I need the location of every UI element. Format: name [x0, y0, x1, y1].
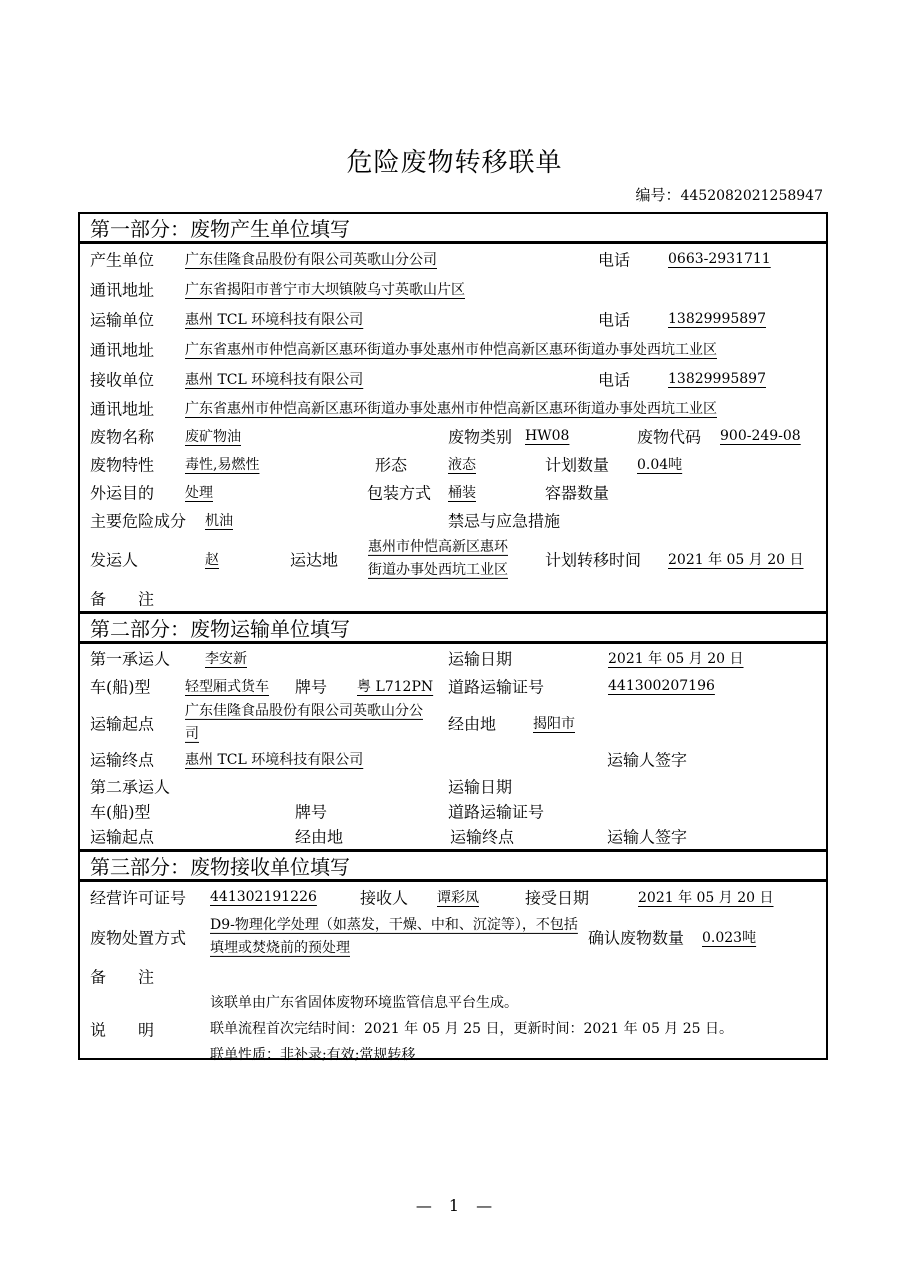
row-s3-remark — [80, 962, 826, 990]
waste-name-label: 废物名称 — [90, 427, 155, 447]
row-carrier2 — [80, 773, 826, 798]
receiver-phone-label: 电话 — [598, 370, 631, 390]
carrier1-value: 李安新 — [205, 651, 247, 667]
document-number-label: 编号： — [635, 186, 681, 204]
receiver-person-label: 接收人 — [360, 888, 409, 908]
producer-phone-label: 电话 — [598, 250, 631, 270]
document-title: 危险废物转移联单 — [346, 148, 563, 178]
row-transporter — [80, 304, 826, 334]
section2-header — [80, 611, 826, 644]
transporter-address-value: 广东省惠州市仲恺高新区惠环街道办事处惠州市仲恺高新区惠环街道办事处西坑工业区 — [185, 342, 717, 358]
note-line-2: 联单流程首次完结时间：2021 年 05 月 25 日，更新时间：2021 年 05 月 25 日。 — [210, 1021, 734, 1037]
destination-label: 运达地 — [290, 550, 339, 570]
vehicle2-label: 车(船)型 — [90, 802, 151, 821]
disposal-label: 废物处置方式 — [90, 928, 187, 948]
transport-date1-value: 2021 年 05 月 20 日 — [608, 651, 744, 667]
planned-qty-label: 计划数量 — [545, 455, 610, 475]
note-line-3: 联单性质：非补录;有效;常规转移 — [210, 1047, 416, 1063]
transfer-time-value: 2021 年 05 月 20 日 — [668, 552, 804, 568]
row-origin2 — [80, 823, 826, 849]
waste-name-value: 废矿物油 — [185, 429, 241, 445]
transporter-value: 惠州 TCL 环境科技有限公司 — [185, 312, 364, 328]
plate1-value: 粤 L712PN — [357, 679, 434, 695]
row-vehicle1 — [80, 672, 826, 700]
notes-label: 说 明 — [90, 1020, 155, 1040]
via1-value: 揭阳市 — [533, 715, 575, 732]
receiver-label: 接收单位 — [90, 370, 155, 390]
section1-header — [80, 214, 826, 244]
producer-address-value: 广东省揭阳市普宁市大坝镇陂乌寸英歌山片区 — [185, 282, 465, 298]
origin1-label: 运输起点 — [90, 714, 155, 733]
receiver-address-value: 广东省惠州市仲恺高新区惠环街道办事处惠州市仲恺高新区惠环街道办事处西坑工业区 — [185, 401, 717, 417]
s1-remark-label: 备 注 — [90, 589, 155, 608]
row-license — [80, 882, 826, 912]
row-carrier1 — [80, 644, 826, 672]
road-permit2-label: 道路运输证号 — [448, 802, 545, 821]
waste-code-value: 900-249-08 — [720, 428, 801, 444]
producer-value: 广东佳隆食品股份有限公司英歌山分公司 — [185, 252, 437, 268]
receive-date-label: 接受日期 — [525, 888, 590, 908]
purpose-value: 处理 — [185, 485, 213, 501]
transfer-time-label: 计划转移时间 — [545, 550, 642, 570]
hazard-label: 主要危险成分 — [90, 511, 187, 531]
vehicle1-label: 车(船)型 — [90, 677, 151, 697]
receive-date-value: 2021 年 05 月 20 日 — [638, 890, 774, 906]
row-waste-name — [80, 422, 826, 450]
row-notes — [80, 990, 826, 1068]
row-disposal — [80, 912, 826, 962]
row-terminal1 — [80, 745, 826, 773]
row-shipper — [80, 534, 826, 584]
license-label: 经营许可证号 — [90, 888, 187, 908]
hazard-value: 机油 — [205, 513, 233, 529]
carrier1-label: 第一承运人 — [90, 649, 171, 669]
waste-category-label: 废物类别 — [448, 427, 513, 447]
emergency-label: 禁忌与应急措施 — [448, 511, 561, 531]
section3-header — [80, 849, 826, 882]
waste-property-value: 毒性,易燃性 — [185, 457, 260, 473]
transport-date1-label: 运输日期 — [448, 649, 513, 669]
receiver-address-label: 通讯地址 — [90, 399, 155, 419]
producer-address-label: 通讯地址 — [90, 280, 155, 300]
packaging-label: 包装方式 — [367, 483, 432, 503]
receiver-phone-value: 13829995897 — [668, 371, 766, 387]
receiver-person-value: 谭彩凤 — [437, 890, 479, 906]
terminal1-value: 惠州 TCL 环境科技有限公司 — [185, 752, 364, 768]
producer-label: 产生单位 — [90, 250, 155, 270]
s3-remark-label: 备 注 — [90, 967, 155, 987]
origin1-value: 广东佳隆食品股份有限公司英歌山分公司 — [185, 702, 423, 742]
confirmed-qty-value: 0.023吨 — [702, 930, 757, 946]
producer-phone-value: 0663-2931711 — [668, 251, 771, 267]
row-transporter-address — [80, 334, 826, 364]
row-producer-address — [80, 274, 826, 304]
planned-qty-value: 0.04吨 — [637, 457, 683, 473]
carrier2-label: 第二承运人 — [90, 777, 171, 796]
confirmed-qty-label: 确认废物数量 — [588, 928, 685, 948]
row-vehicle2 — [80, 798, 826, 823]
via1-label: 经由地 — [448, 714, 497, 733]
notes-block — [210, 990, 795, 1068]
purpose-label: 外运目的 — [90, 483, 155, 503]
section3-header-text: 第三部分：废物接收单位填写 — [90, 855, 350, 879]
section2-header-text: 第二部分：废物运输单位填写 — [90, 617, 350, 641]
destination-value: 惠州市仲恺高新区惠环街道办事处西坑工业区 — [368, 538, 508, 578]
transporter-phone-label: 电话 — [598, 310, 631, 330]
terminal1-label: 运输终点 — [90, 750, 155, 770]
transporter-address-label: 通讯地址 — [90, 340, 155, 360]
vehicle1-value: 轻型厢式货车 — [185, 679, 269, 695]
row-purpose — [80, 478, 826, 506]
row-producer — [80, 244, 826, 274]
transporter-phone-value: 13829995897 — [668, 311, 766, 327]
receiver-value: 惠州 TCL 环境科技有限公司 — [185, 372, 364, 388]
form-label: 形态 — [375, 455, 408, 475]
sign2-label: 运输人签字 — [607, 827, 688, 847]
row-origin1 — [80, 700, 826, 745]
row-s1-remark — [80, 584, 826, 611]
packaging-value: 桶装 — [448, 485, 476, 501]
disposal-value: D9-物理化学处理（如蒸发，干燥、中和、沉淀等），不包括填埋或焚烧前的预处理 — [210, 916, 578, 956]
origin2-label: 运输起点 — [90, 827, 155, 847]
plate2-label: 牌号 — [295, 802, 328, 821]
waste-property-label: 废物特性 — [90, 455, 155, 475]
row-receiver-address — [80, 394, 826, 422]
row-receiver — [80, 364, 826, 394]
note-line-1: 该联单由广东省固体废物环境监管信息平台生成。 — [210, 995, 518, 1011]
via2-label: 经由地 — [295, 827, 344, 847]
container-qty-label: 容器数量 — [545, 483, 610, 503]
row-waste-property — [80, 450, 826, 478]
plate1-label: 牌号 — [295, 677, 328, 697]
waste-code-label: 废物代码 — [637, 427, 702, 447]
page-number: — 1 — — [415, 1196, 494, 1215]
section1-header-text: 第一部分：废物产生单位填写 — [90, 217, 350, 241]
transport-date2-label: 运输日期 — [448, 777, 513, 796]
document-number — [635, 184, 823, 205]
manifest-table — [78, 212, 828, 1063]
road-permit1-label: 道路运输证号 — [448, 677, 545, 697]
transporter-label: 运输单位 — [90, 310, 155, 330]
shipper-value: 赵 — [205, 552, 219, 568]
waste-category-value: HW08 — [525, 428, 570, 444]
terminal2-label: 运输终点 — [450, 827, 515, 847]
form-value: 液态 — [448, 457, 476, 473]
license-value: 441302191226 — [210, 889, 317, 905]
shipper-label: 发运人 — [90, 550, 139, 570]
road-permit1-value: 441300207196 — [608, 678, 715, 694]
sign1-label: 运输人签字 — [607, 750, 688, 770]
row-hazard — [80, 506, 826, 534]
document-number-value: 4452082021258947 — [680, 188, 823, 204]
